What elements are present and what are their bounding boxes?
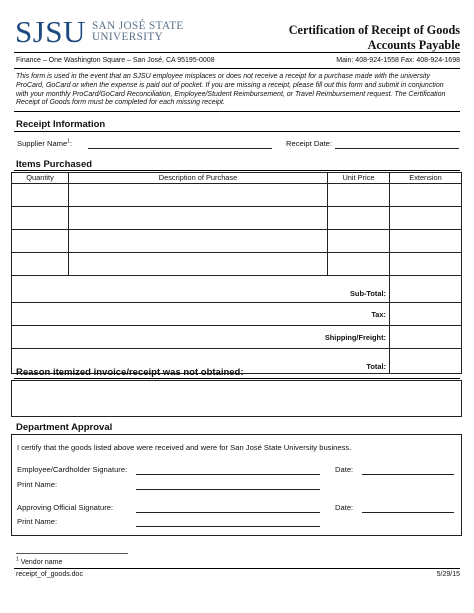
unit-price-cell[interactable] xyxy=(328,253,390,276)
table-row xyxy=(12,184,462,207)
dept-approval-heading: Department Approval xyxy=(16,422,113,433)
footer-date: 5/29/15 xyxy=(436,571,460,578)
approving-print-name-label: Print Name: xyxy=(17,517,58,526)
quantity-cell[interactable] xyxy=(12,207,69,230)
footer-rule xyxy=(14,568,460,569)
quantity-cell[interactable] xyxy=(12,253,69,276)
supplier-name-label: Supplier Name$^1$: xyxy=(17,138,73,148)
approving-print-name-field[interactable] xyxy=(136,526,320,527)
shipping-row xyxy=(12,326,462,349)
receipt-date-field[interactable] xyxy=(335,148,459,149)
items-purchased-heading: Items Purchased xyxy=(16,159,93,170)
reason-heading: Reason itemized invoice/receipt was not obtained: xyxy=(16,367,244,378)
items-purchased-rule xyxy=(14,170,460,171)
footnote-rule xyxy=(16,553,128,554)
quantity-cell[interactable] xyxy=(12,184,69,207)
address-rule xyxy=(14,68,460,69)
col-description: Description of Purchase xyxy=(69,173,328,184)
form-title xyxy=(289,23,460,53)
items-table xyxy=(11,172,462,374)
shipping-label: Shipping/Freight: xyxy=(12,326,390,349)
logo-university-name xyxy=(92,21,184,44)
col-quantity: Quantity xyxy=(12,173,69,184)
approving-signature-label: Approving Official Signature: xyxy=(17,503,114,512)
receipt-date-label: Receipt Date: xyxy=(286,139,333,148)
address-text: Finance – One Washington Square – San José, CA 95195-0008 xyxy=(16,57,215,64)
extension-cell[interactable] xyxy=(390,207,462,230)
logo-mark: SJSU xyxy=(15,14,86,49)
col-unit-price: Unit Price xyxy=(328,173,390,184)
subtotal-value[interactable] xyxy=(390,276,462,303)
logo-line-2: UNIVERSITY xyxy=(91,31,164,43)
supplier-name-field[interactable] xyxy=(88,148,272,149)
subtotal-row xyxy=(12,276,462,303)
unit-price-cell[interactable] xyxy=(328,207,390,230)
header-rule xyxy=(14,52,460,53)
approval-box xyxy=(11,434,462,536)
description-cell[interactable] xyxy=(69,253,328,276)
title-line-1: Certification of Receipt of Goods xyxy=(288,23,460,37)
receipt-info-rule xyxy=(14,131,460,132)
unit-price-cell[interactable] xyxy=(328,230,390,253)
reason-rule xyxy=(14,378,460,379)
footnote-marker: 1 xyxy=(67,138,71,145)
description-cell[interactable] xyxy=(69,230,328,253)
total-label: Total: xyxy=(12,349,390,374)
certify-statement: I certify that the goods listed above were received and were for San José State University business. xyxy=(17,443,352,452)
total-value[interactable] xyxy=(390,349,462,374)
description-cell[interactable] xyxy=(69,184,328,207)
employee-signature-field[interactable] xyxy=(136,474,320,475)
employee-date-field[interactable] xyxy=(362,474,454,475)
description-cell[interactable] xyxy=(69,207,328,230)
extension-cell[interactable] xyxy=(390,184,462,207)
extension-cell[interactable] xyxy=(390,253,462,276)
title-line-2: Accounts Payable xyxy=(367,38,460,52)
footer-filename: receipt_of_goods.doc xyxy=(16,571,83,578)
table-row xyxy=(12,230,462,253)
employee-print-name-label: Print Name: xyxy=(17,480,58,489)
tax-row xyxy=(12,303,462,326)
col-extension: Extension xyxy=(390,173,462,184)
employee-print-name-field[interactable] xyxy=(136,489,320,490)
unit-price-cell[interactable] xyxy=(328,184,390,207)
phone-fax-text: Main: 408-924-1558 Fax: 408-924-1698 xyxy=(336,57,460,64)
extension-cell[interactable] xyxy=(390,230,462,253)
approving-date-field[interactable] xyxy=(362,512,454,513)
items-header-row xyxy=(12,173,462,184)
table-row xyxy=(12,207,462,230)
footnote: $^1$ Vendor name xyxy=(16,556,63,566)
intro-paragraph: This form is used in the event that an SJSU employee misplaces or does not receive a receipt for a purchase made with the university ProCard, GoCard or when the expense is paid out of pocket. If you are missing a receipt, please fill out this form and submit in conjunction with your monthly ProCard/GoCard Reconciliation, Employee/Student Reimbursement, or Travel Reimbursement request. The Certification Receipt of Goods form must be completed for each missing receipt. xyxy=(16,73,446,107)
logo-line-1: SAN JOSÉ STATE xyxy=(91,19,184,32)
employee-signature-label: Employee/Cardholder Signature: xyxy=(17,465,128,474)
table-row xyxy=(12,253,462,276)
approving-date-label: Date: xyxy=(335,503,354,512)
subtotal-label: Sub-Total: xyxy=(12,276,390,303)
approving-signature-field[interactable] xyxy=(136,512,320,513)
employee-date-label: Date: xyxy=(335,465,354,474)
receipt-info-heading: Receipt Information xyxy=(16,119,106,130)
sjsu-logo xyxy=(15,14,184,49)
tax-label: Tax: xyxy=(12,303,390,326)
quantity-cell[interactable] xyxy=(12,230,69,253)
tax-value[interactable] xyxy=(390,303,462,326)
reason-textarea[interactable] xyxy=(11,380,462,417)
intro-rule xyxy=(14,111,460,112)
shipping-value[interactable] xyxy=(390,326,462,349)
